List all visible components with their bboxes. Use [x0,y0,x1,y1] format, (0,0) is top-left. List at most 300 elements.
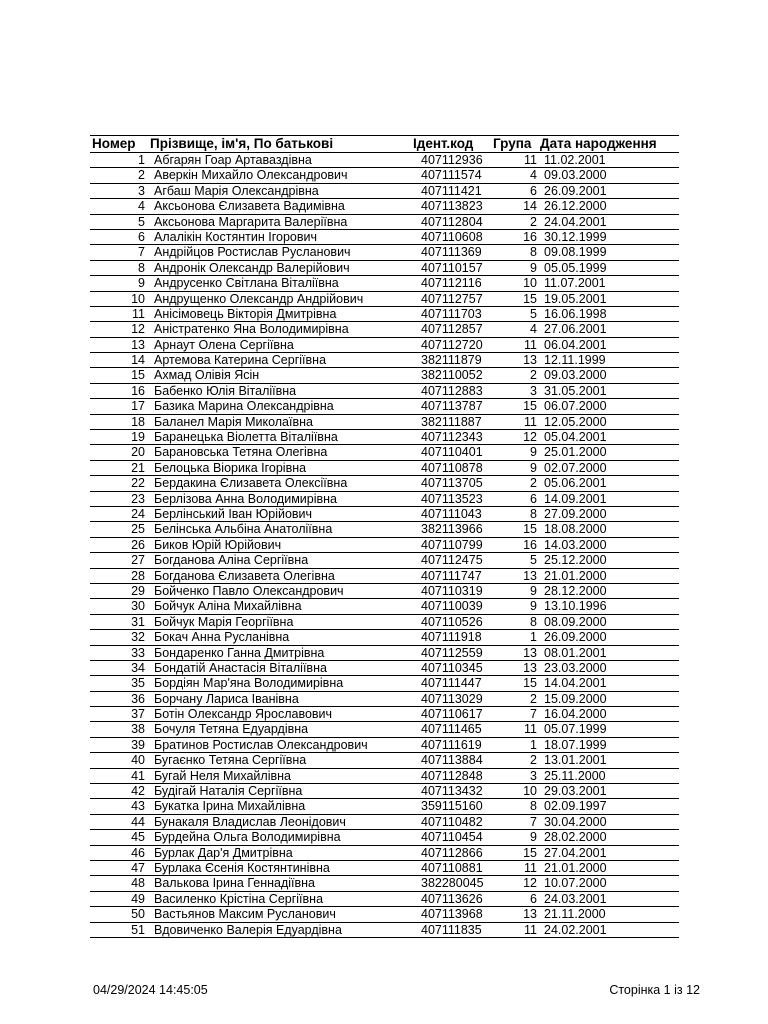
student-birthdate: 15.09.2000 [544,691,607,706]
row-number: 45 [131,830,145,845]
table-row [90,538,679,553]
table-row [90,692,679,707]
student-id: 407112848 [421,768,483,783]
student-id: 407110608 [421,229,483,244]
student-birthdate: 09.03.2000 [544,168,607,183]
student-name: Баранецька Віолетта Віталіївна [154,430,338,445]
row-number: 25 [131,522,145,537]
row-number: 9 [138,276,145,291]
row-number: 46 [131,845,145,860]
row-number: 51 [131,922,145,937]
row-number: 18 [131,414,145,429]
row-number: 12 [131,322,145,337]
row-number: 23 [131,491,145,506]
student-birthdate: 13.10.1996 [544,599,607,614]
student-name: Бурлак Дар'я Дмитрівна [154,845,293,860]
student-name: Ахмад Олівія Ясін [154,368,260,383]
row-number: 20 [131,445,145,460]
student-group: 4 [530,322,537,337]
page-footer [0,982,768,998]
row-number: 38 [131,722,145,737]
student-birthdate: 08.01.2001 [544,645,607,660]
row-number: 43 [131,799,145,814]
student-id: 407111369 [421,245,482,260]
student-group: 15 [523,845,537,860]
student-group: 16 [523,537,537,552]
student-name: Баланел Марія Миколаївна [154,414,313,429]
column-header-id: Ідент.код [413,136,474,151]
table-row [90,799,679,814]
row-number: 49 [131,891,145,906]
row-number: 21 [131,460,145,475]
student-id: 407111918 [421,630,482,645]
student-group: 2 [530,691,537,706]
table-row [90,830,679,845]
student-name: Берлінський Іван Юрійович [154,506,313,521]
student-id: 407111447 [421,676,482,691]
student-name: Бондаренко Ганна Дмитрівна [154,645,325,660]
student-group: 2 [530,214,537,229]
student-id: 407110878 [421,460,483,475]
table-row [90,661,679,676]
student-name: Андрусенко Світлана Віталіївна [154,276,339,291]
student-id: 382280045 [421,876,484,891]
student-name: Аверкін Михайло Олександрович [154,168,348,183]
student-id: 407110039 [421,599,483,614]
student-group: 9 [530,445,537,460]
student-id: 407111574 [421,168,482,183]
student-id: 407110617 [421,707,483,722]
student-name: Агбаш Марія Олександрівна [154,183,319,198]
column-header-name: Прізвище, ім'я, По батькові [150,136,334,151]
student-id: 382113966 [421,522,483,537]
table-row [90,492,679,507]
student-group: 6 [530,891,537,906]
row-number: 10 [131,291,145,306]
student-id: 407113787 [421,399,483,414]
table-row [90,861,679,876]
student-name: Бойчук Аліна Михайлівна [154,599,302,614]
student-group: 13 [523,660,537,675]
student-name: Биков Юрій Юрійович [154,537,282,552]
table-row [90,230,679,245]
student-birthdate: 10.07.2000 [544,876,607,891]
row-number: 2 [138,168,145,183]
student-birthdate: 16.06.1998 [544,306,607,321]
table-row [90,384,679,399]
student-id: 407111619 [421,737,482,752]
row-number: 42 [131,784,145,799]
student-id: 407113705 [421,476,483,491]
student-id: 407111703 [421,306,482,321]
row-number: 39 [131,737,145,752]
student-group: 9 [530,830,537,845]
student-id: 407111835 [421,922,482,937]
student-birthdate: 29.03.2001 [544,784,607,799]
student-name: Андронік Олександр Валерійович [154,260,350,275]
student-id: 407110319 [421,583,483,598]
student-group: 13 [523,568,537,583]
table-row [90,353,679,368]
student-name: Белоцька Віорика Ігорівна [154,460,307,475]
table-row [90,553,679,568]
table-row [90,876,679,891]
student-name: Андрущенко Олександр Андрійович [154,291,364,306]
row-number: 26 [131,537,145,552]
student-birthdate: 02.07.2000 [544,460,607,475]
table-row [90,815,679,830]
student-group: 8 [530,799,537,814]
student-id: 407113432 [421,784,483,799]
table-row [90,153,679,168]
student-birthdate: 08.09.2000 [544,614,607,629]
table-row [90,292,679,307]
student-group: 5 [530,306,537,321]
student-id: 407112804 [421,214,483,229]
student-name: Василенко Крістіна Сергіївна [154,891,324,906]
table-row [90,584,679,599]
student-id: 407113523 [421,491,483,506]
column-header-birthdate: Дата народження [540,136,657,151]
student-id: 407113823 [421,199,483,214]
student-name: Бугай Неля Михайлівна [154,768,291,783]
student-name: Аксьонова Єлизавета Вадимівна [154,199,345,214]
student-group: 1 [530,630,537,645]
student-birthdate: 27.06.2001 [544,322,607,337]
student-birthdate: 06.07.2000 [544,399,607,414]
student-group: 12 [523,430,537,445]
student-name: Аністратенко Яна Володимирівна [154,322,349,337]
student-birthdate: 02.09.1997 [544,799,607,814]
student-birthdate: 09.08.1999 [544,245,607,260]
student-group: 9 [530,583,537,598]
row-number: 50 [131,907,145,922]
row-number: 24 [131,506,145,521]
student-birthdate: 21.11.2000 [544,907,606,922]
student-birthdate: 05.06.2001 [544,476,607,491]
student-group: 6 [530,183,537,198]
row-number: 31 [131,614,145,629]
table-body [90,153,679,938]
table-row [90,646,679,661]
student-id: 382110052 [421,368,483,383]
student-birthdate: 24.02.2001 [544,922,607,937]
student-name: Букатка Ірина Михайлівна [154,799,306,814]
student-name: Бокач Анна Русланівна [154,630,290,645]
table-row [90,738,679,753]
row-number: 5 [138,214,145,229]
row-number: 40 [131,753,145,768]
table-row [90,261,679,276]
student-id: 407110401 [421,445,483,460]
row-number: 3 [138,183,145,198]
row-number: 41 [131,768,145,783]
student-id: 407113968 [421,907,483,922]
student-name: Богданова Єлизавета Олегівна [154,568,335,583]
student-group: 11 [524,922,537,937]
student-name: Бойчук Марія Георгіївна [154,614,294,629]
student-name: Артемова Катерина Сергіївна [154,353,327,368]
table-row [90,276,679,291]
student-birthdate: 25.11.2000 [544,768,606,783]
row-number: 29 [131,583,145,598]
table-row [90,722,679,737]
student-birthdate: 28.12.2000 [544,583,607,598]
student-name: Бунакаля Владислав Леонідович [154,814,346,829]
student-name: Андрійцов Ростислав Русланович [154,245,351,260]
table-row [90,199,679,214]
table-row [90,476,679,491]
student-name: Бочуля Тетяна Едуардівна [154,722,309,737]
row-number: 27 [131,553,145,568]
student-group: 9 [530,460,537,475]
student-name: Бугаєнко Тетяна Сергіївна [154,753,307,768]
table-row [90,245,679,260]
student-birthdate: 19.05.2001 [544,291,607,306]
student-group: 13 [523,353,537,368]
table-row [90,415,679,430]
student-group: 7 [530,707,537,722]
student-group: 5 [530,553,537,568]
row-number: 32 [131,630,145,645]
student-name: Бурлака Єсенія Костянтинівна [154,860,330,875]
student-name: Алалікін Костянтин Ігорович [154,229,317,244]
student-id: 382111887 [421,414,482,429]
student-group: 9 [530,260,537,275]
table-row [90,399,679,414]
table-row [90,753,679,768]
student-id: 407111043 [421,506,482,521]
student-id: 407110881 [421,860,483,875]
student-birthdate: 25.01.2000 [544,445,607,460]
row-number: 4 [138,199,145,214]
student-birthdate: 18.08.2000 [544,522,607,537]
table-row [90,368,679,383]
student-name: Борчану Лариса Іванівна [154,691,299,706]
table-row [90,168,679,183]
student-name: Вдовиченко Валерія Едуардівна [154,922,342,937]
student-group: 14 [523,199,537,214]
student-birthdate: 21.01.2000 [544,860,607,875]
row-number: 11 [132,306,145,321]
student-name: Бердакина Єлизавета Олексіївна [154,476,348,491]
row-number: 44 [131,814,145,829]
student-name: Ботін Олександр Ярославович [154,707,333,722]
row-number: 16 [131,383,145,398]
row-number: 13 [131,337,145,352]
student-name: Бурдейна Ольга Володимирівна [154,830,341,845]
student-birthdate: 05.05.1999 [544,260,607,275]
table-row [90,892,679,907]
students-table [90,135,679,938]
student-group: 2 [530,753,537,768]
student-id: 407110482 [421,814,483,829]
student-name: Братинов Ростислав Олександрович [154,737,368,752]
row-number: 15 [131,368,145,383]
student-group: 2 [530,368,537,383]
table-row [90,907,679,922]
table-row [90,569,679,584]
student-group: 3 [530,383,537,398]
table-row [90,522,679,537]
student-id: 407111465 [421,722,482,737]
student-birthdate: 26.09.2001 [544,183,607,198]
student-birthdate: 27.09.2000 [544,506,607,521]
row-number: 48 [131,876,145,891]
student-group: 13 [523,645,537,660]
student-group: 8 [530,506,537,521]
student-id: 382111879 [421,353,482,368]
table-row [90,676,679,691]
student-birthdate: 26.12.2000 [544,199,607,214]
student-id: 359115160 [421,799,483,814]
student-id: 407110526 [421,614,483,629]
student-name: Аксьонова Маргарита Валеріївна [154,214,348,229]
student-birthdate: 30.12.1999 [544,229,607,244]
student-birthdate: 25.12.2000 [544,553,607,568]
student-group: 7 [530,814,537,829]
student-group: 9 [530,599,537,614]
row-number: 7 [138,245,145,260]
table-row [90,338,679,353]
student-group: 8 [530,614,537,629]
student-birthdate: 12.11.1999 [544,353,606,368]
student-group: 11 [524,153,537,167]
table-header [90,135,679,153]
student-group: 8 [530,245,537,260]
table-row [90,923,679,938]
student-group: 11 [524,414,537,429]
student-birthdate: 05.07.1999 [544,722,607,737]
student-id: 407112883 [421,383,483,398]
page-edge-mask [678,76,768,136]
student-group: 11 [524,337,537,352]
student-group: 15 [523,399,537,414]
table-row [90,430,679,445]
table-row [90,707,679,722]
student-birthdate: 06.04.2001 [544,337,607,352]
student-id: 407110454 [421,830,483,845]
student-name: Будігай Наталія Сергіївна [154,784,303,799]
table-row [90,784,679,799]
table-row [90,769,679,784]
student-birthdate: 26.09.2000 [544,630,607,645]
student-group: 15 [523,522,537,537]
row-number: 36 [131,691,145,706]
student-birthdate: 13.01.2001 [544,753,607,768]
student-birthdate: 31.05.2001 [544,383,607,398]
row-number: 30 [131,599,145,614]
student-id: 407113626 [421,891,483,906]
student-id: 407112116 [421,276,482,291]
table-row [90,599,679,614]
column-header-group: Група [493,136,532,151]
row-number: 19 [131,430,145,445]
row-number: 22 [131,476,145,491]
student-name: Бойченко Павло Олександрович [154,583,344,598]
student-group: 11 [524,860,537,875]
student-id: 407112857 [421,322,483,337]
student-group: 6 [530,491,537,506]
student-birthdate: 24.04.2001 [544,214,607,229]
student-id: 407113884 [421,753,483,768]
student-id: 407112559 [421,645,483,660]
student-birthdate: 14.04.2001 [544,676,607,691]
student-group: 10 [523,784,537,799]
student-id: 407112757 [421,291,483,306]
table-row [90,215,679,230]
row-number: 8 [138,260,145,275]
student-birthdate: 27.04.2001 [544,845,607,860]
table-row [90,445,679,460]
row-number: 35 [131,676,145,691]
student-group: 13 [523,907,537,922]
student-group: 15 [523,676,537,691]
student-name: Бордіян Мар'яна Володимирівна [154,676,344,691]
column-header-number: Номер [92,136,136,151]
row-number: 28 [131,568,145,583]
student-name: Белінська Альбіна Анатоліївна [154,522,333,537]
table-row [90,615,679,630]
student-birthdate: 14.03.2000 [544,537,607,552]
student-name: Базика Марина Олександрівна [154,399,334,414]
student-birthdate: 16.04.2000 [544,707,607,722]
student-birthdate: 11.07.2001 [544,276,606,291]
student-birthdate: 21.01.2000 [544,568,607,583]
student-id: 407111747 [421,568,482,583]
student-group: 16 [523,229,537,244]
table-row [90,507,679,522]
row-number: 34 [131,660,145,675]
table-row [90,630,679,645]
student-name: Абгарян Гоар Артаваздівна [154,153,312,167]
student-group: 15 [523,291,537,306]
student-birthdate: 14.09.2001 [544,491,607,506]
student-name: Анісімовець Вікторія Дмитрівна [154,306,337,321]
student-id: 407112866 [421,845,483,860]
student-birthdate: 24.03.2001 [544,891,607,906]
table-row [90,846,679,861]
student-name: Бондатій Анастасія Віталіївна [154,660,327,675]
student-id: 407112720 [421,337,483,352]
student-name: Вастьянов Максим Русланович [154,907,336,922]
student-birthdate: 12.05.2000 [544,414,607,429]
row-number: 1 [138,153,145,167]
student-id: 407111421 [421,183,482,198]
student-id: 407112343 [421,430,483,445]
student-id: 407110157 [421,260,483,275]
student-name: Берлізова Анна Володимирівна [154,491,337,506]
student-name: Барановська Тетяна Олегівна [154,445,328,460]
student-birthdate: 18.07.1999 [544,737,607,752]
student-birthdate: 30.04.2000 [544,814,607,829]
student-birthdate: 11.02.2001 [544,153,606,167]
student-group: 3 [530,768,537,783]
student-group: 11 [524,722,537,737]
row-number: 47 [131,860,145,875]
student-name: Валькова Ірина Геннадіївна [154,876,315,891]
student-name: Богданова Аліна Сергіївна [154,553,309,568]
student-birthdate: 28.02.2000 [544,830,607,845]
student-group: 4 [530,168,537,183]
student-group: 1 [530,737,537,752]
row-number: 33 [131,645,145,660]
student-id: 407113029 [421,691,483,706]
student-birthdate: 05.04.2001 [544,430,607,445]
student-id: 407110345 [421,660,483,675]
row-number: 6 [138,229,145,244]
student-id: 407112936 [421,153,483,167]
